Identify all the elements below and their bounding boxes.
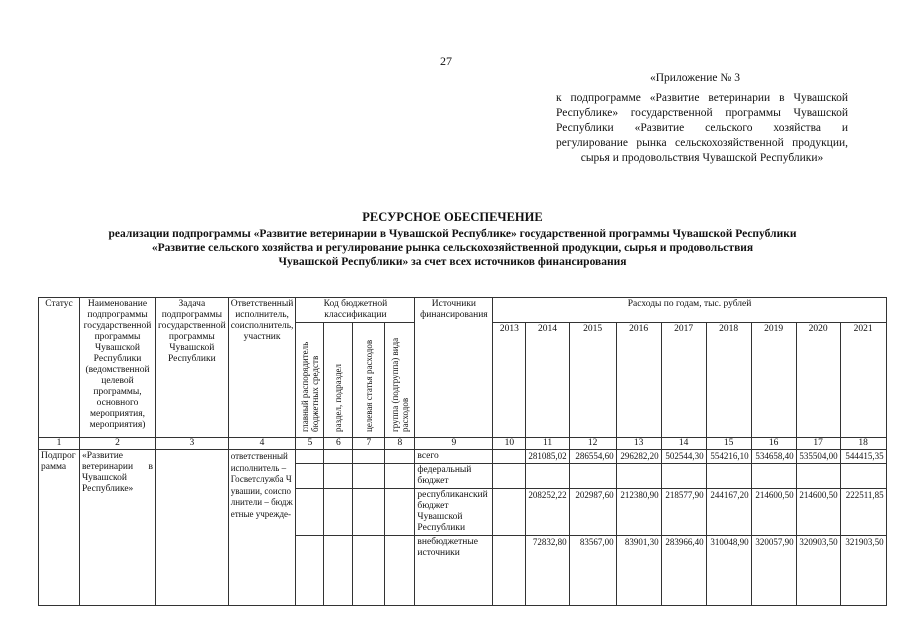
- program-status: Подпрограмма: [39, 450, 80, 606]
- header-year: 2020: [796, 323, 840, 438]
- header-year: 2013: [493, 323, 526, 438]
- table-row-republican: республиканский бюджет Чувашской Республики 208252,22 202987,60 212380,90 218577,90 244167,20 214600,50 214600,50 222511,85: [39, 489, 887, 536]
- header-year: 2018: [706, 323, 751, 438]
- program-executor: ответственный исполнитель – Госветслужба Чувашии, соисполнители – бюджетные учрежде-: [228, 450, 296, 606]
- header-year: 2017: [661, 323, 706, 438]
- column-index-row: 1 2 3 4 5 6 7 8 9 10 11 12 13 14 15 16 17 18: [39, 438, 887, 450]
- table-row-extrabudgetary: внебюджетные источники 72832,80 83567,00 83901,30 283966,40 310048,90 320057,90 320903,50 321903,50: [39, 536, 887, 606]
- subtitle-line-3: Чувашской Республики» за счет всех источников финансирования: [278, 256, 627, 268]
- program-task: [156, 450, 229, 606]
- source-extrabudgetary: внебюджетные источники: [415, 536, 493, 606]
- header-year: 2016: [616, 323, 661, 438]
- header-executor: Ответственный исполнитель, соисполнитель, участник: [228, 298, 296, 438]
- header-name: Наименование подпрограммы государственной программы Чувашской Республики (ведомственной целевой программы, основного мероприятия, мероприятия): [80, 298, 156, 438]
- header-budget-code: Код бюджетной классификации: [296, 298, 415, 323]
- header-year: 2014: [526, 323, 569, 438]
- page-number: 27: [440, 54, 452, 68]
- program-name: «Развитие ветеринарии в Чувашской Республике»: [80, 450, 156, 606]
- appendix-title: «Приложение № 3: [650, 72, 740, 84]
- subtitle-line-1: реализации подпрограммы «Развитие ветеринарии в Чувашской Республике» государственной программы Чувашской Республики: [108, 228, 797, 240]
- header-year: 2015: [569, 323, 616, 438]
- header-expense-group: группа (подгруппа) вида расходов: [385, 323, 415, 438]
- document-subtitle: [0, 227, 905, 269]
- header-expenses: Расходы по годам, тыс. рублей: [493, 298, 886, 323]
- source-total: всего: [415, 450, 493, 464]
- header-task: Задача подпрограммы государственной программы Чувашской Республики: [156, 298, 229, 438]
- header-year: 2019: [751, 323, 796, 438]
- source-federal: федеральный бюджет: [415, 464, 493, 489]
- header-status: Статус: [39, 298, 80, 438]
- source-republican: республиканский бюджет Чувашской Республики: [415, 489, 493, 536]
- appendix-text: к подпрограмме «Развитие ветеринарии в Чувашской Республике» государственной программы Чувашской Республики «Развитие сельского хозяйства и регулирование рынка сельскохозяйственной продукции, сырья и продовольствия Чувашской Республики»: [556, 92, 848, 164]
- subtitle-line-2: «Развитие сельского хозяйства и регулирование рынка сельскохозяйственной продукции, сырья и продовольствия: [151, 242, 754, 254]
- header-chief-manager: главный распорядитель бюджетных средств: [296, 323, 324, 438]
- table-row-total: Подпрограмма «Развитие ветеринарии в Чувашской Республике» ответственный исполнитель – Госветслужба Чувашии, соисполнители – бюджетные учрежде- всего 281085,02 286554,60 296282,20 502544,30 554216,10 534658,40 535504,00 544415,35: [39, 450, 887, 464]
- resource-table: [38, 297, 887, 606]
- header-year: 2021: [840, 323, 886, 438]
- header-section: раздел, подраздел: [324, 323, 353, 438]
- header-target-article: целевая статья расходов: [353, 323, 385, 438]
- header-sources: Источники финансирования: [415, 298, 493, 438]
- document-title: РЕСУРСНОЕ ОБЕСПЕЧЕНИЕ: [362, 210, 543, 224]
